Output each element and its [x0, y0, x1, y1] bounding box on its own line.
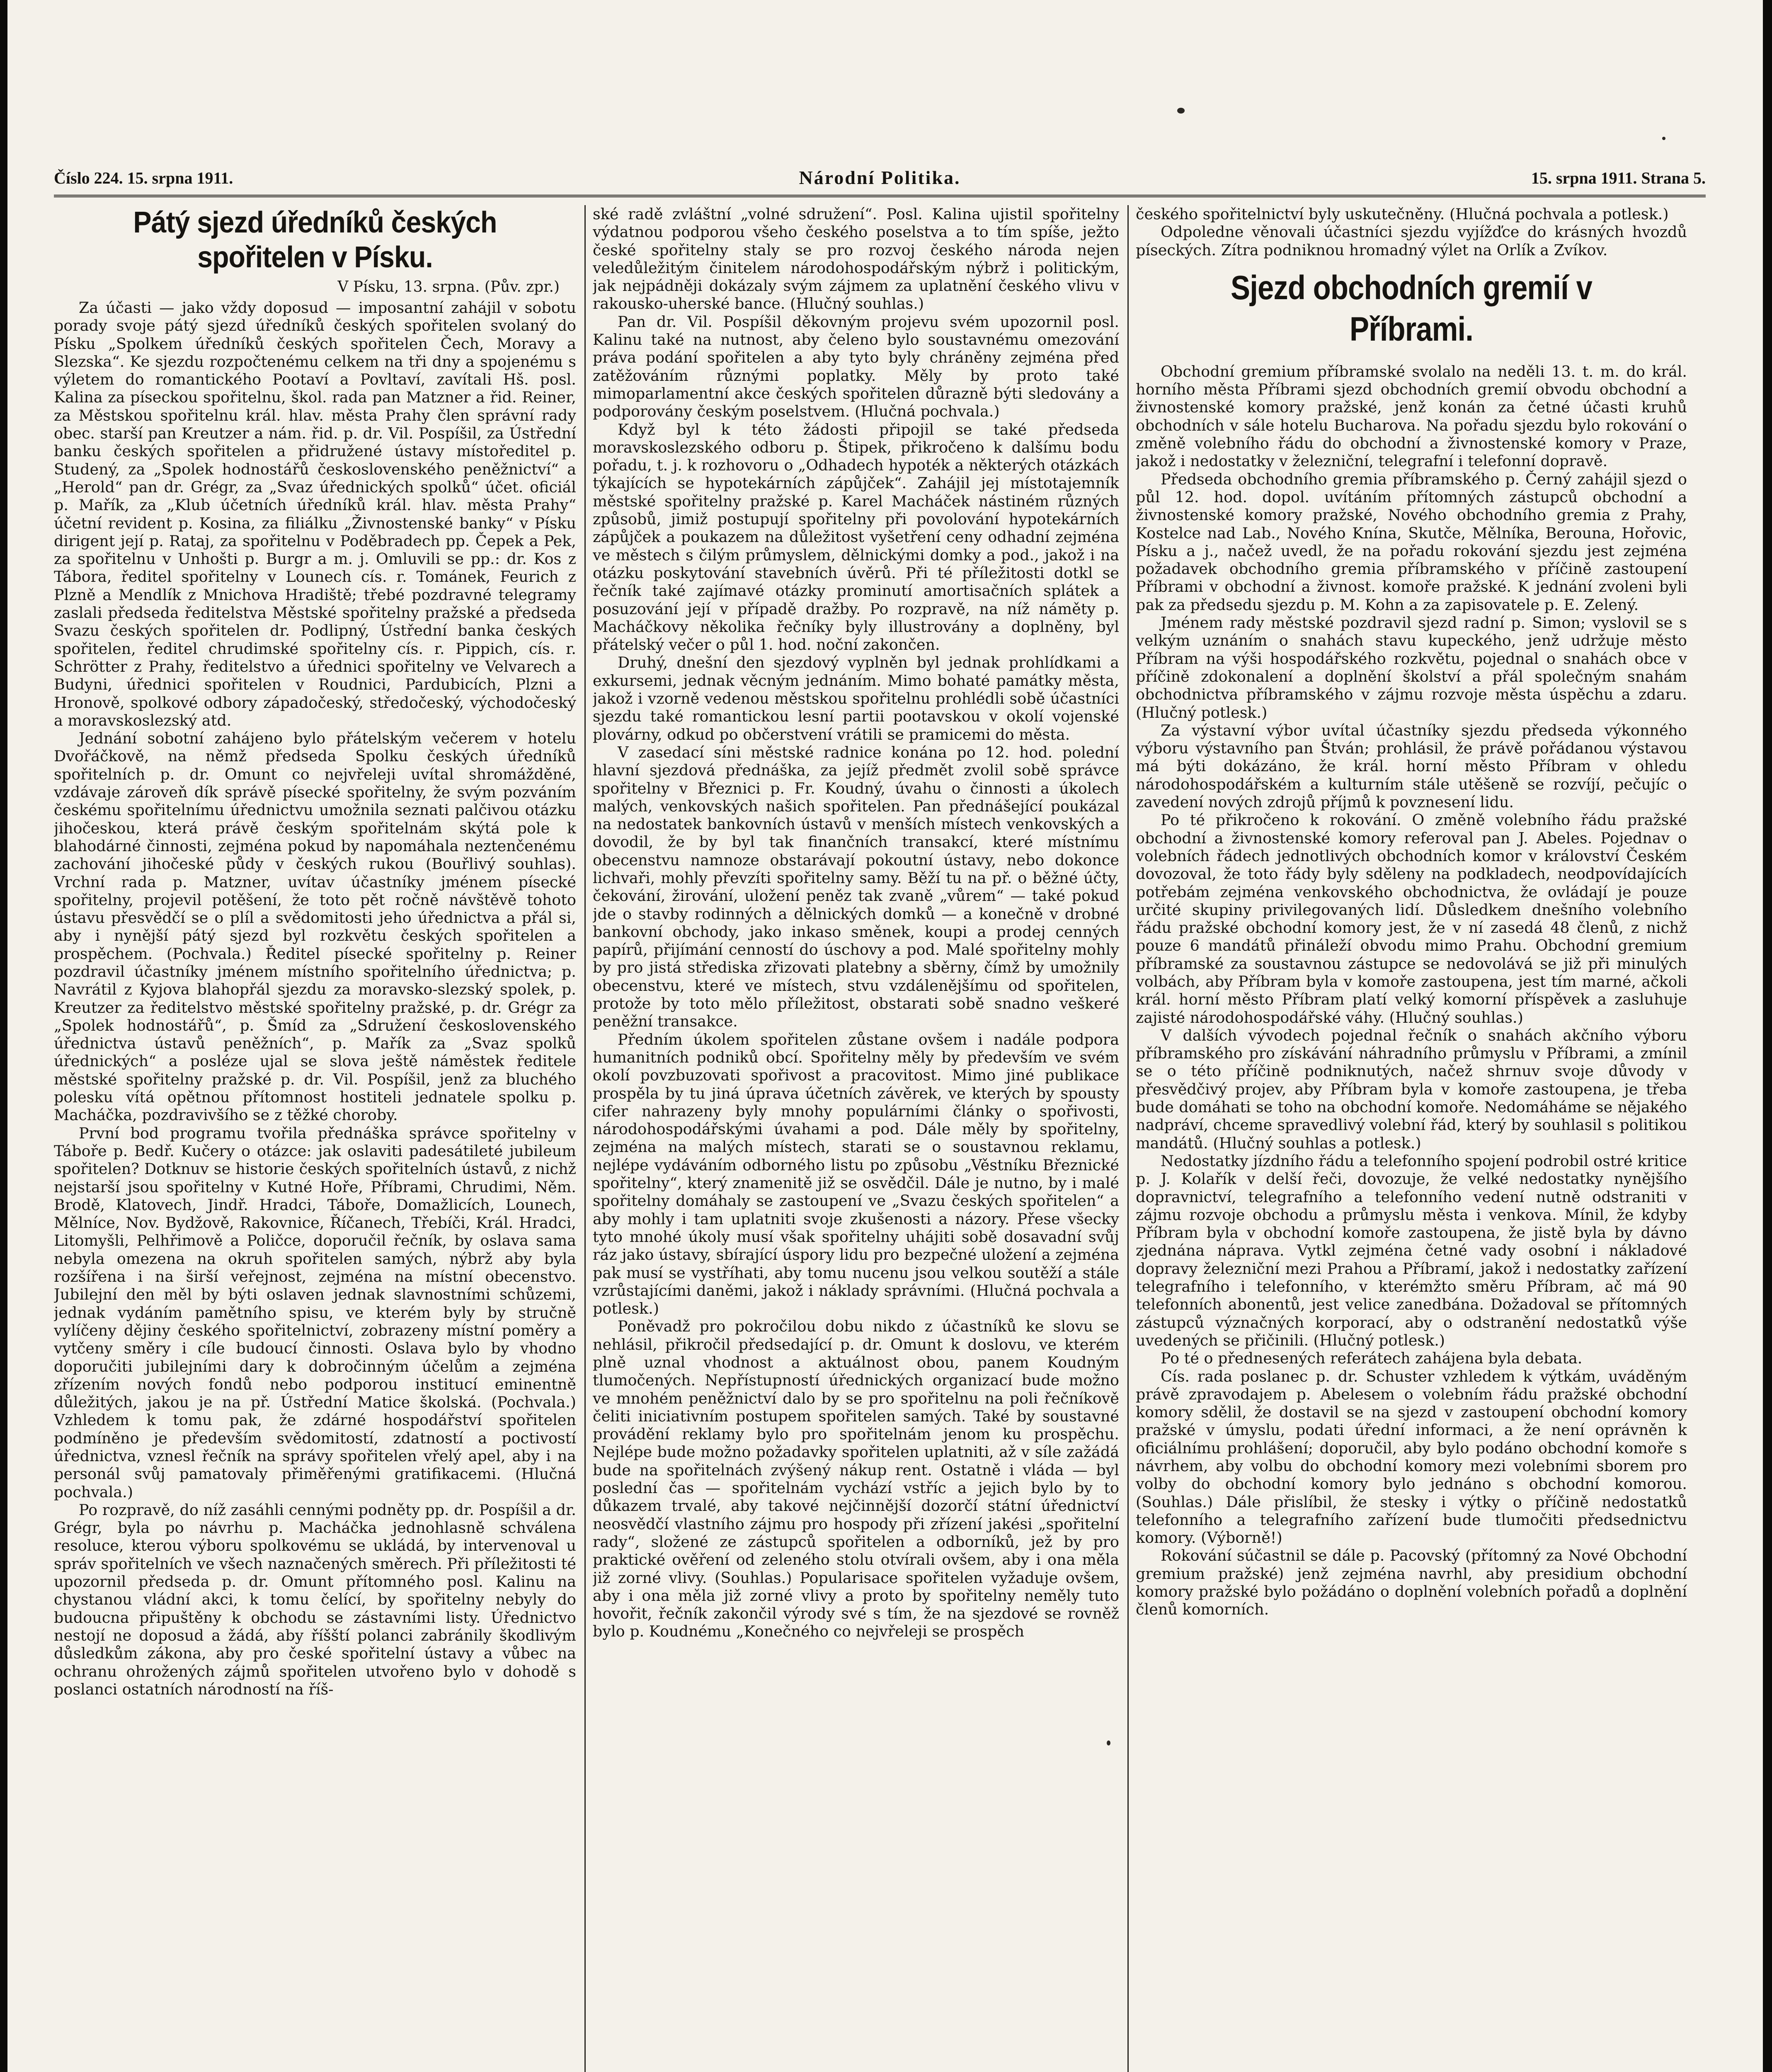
column-rule	[584, 205, 586, 2072]
column-rule	[1127, 205, 1129, 2072]
paragraph: Když byl k této žádosti připojil se také předseda moravskoslezského odboru p. Štipek, přikročeno k dalšímu bodu pořadu, t. j. k rozhovoru o „Odhadech hypoték a některých otázkách týkajících se hypotekárních zápůjček“. Zahájil jej místotajemník městské spořitelny pražské p. Karel Macháček nástiném různých způsobů, jimiž postupují spořitelny při povolování hypotekárních zápůjček a poukazem na důležitost vyšetření ceny odhadní zejména ve městech s čilým průmyslem, dělnickými domky a pod., jakož i na otázku poskytování stavebních úvěrů. Při té příležitosti dotkl se řečník také zajímavé otázky prominutí amortisačních splátek a posuzování její v případě dražby. Po rozpravě, na níž náměty p. Macháčkovy několika řečníky byly illustrovány a doplněny, byl přátelský večer o půl 1. hod. noční zakončen.	[593, 420, 1119, 654]
columns	[54, 205, 1706, 2072]
scan-speck	[1662, 137, 1665, 140]
article-headline: Pátý sjezd úředníků českých spořitelen v Písku.	[133, 206, 497, 274]
paragraph: Obchodní gremium příbramské svolalo na neděli 13. t. m. do král. horního města Příbrami sjezd obchodních gremií obvodu obchodní a živnostenské komory pražské, jenž konán za četné účasti kruhů obchodních v sále hotelu Bucharova. Na pořadu sjezdu bylo rokování o změně volebního řádu do obchodní a živnostenské komory v Praze, jakož i nedostatky v železniční, telegrafní i telefonní dopravě.	[1136, 362, 1687, 470]
paragraph: Po té přikročeno k rokování. O změně volebního řádu pražské obchodní a živnostenské komory referoval pan J. Abeles. Pojednav o volebních řádech jednotlivých obchodních komor v království Českém dovozoval, že toto řády byly sděleny na podkladech, neodpovídajících potřebám zejména venkovského obchodnictva, že ovládají je pouze určité skupiny privilegovaných lidí. Důsledkem dnešního volebního řádu pražské obchodní komory jest, že v ní zasedá 48 členů, z nichž pouze 6 mandátů přináleží obvodu mimo Prahu. Obchodní gremium příbramské za soustavnou zástupce se nedovolává se již při minulých volbách, aby Příbram byla v komoře zastoupena, jest tím marné, ačkoli král. horní město Příbram platí velký komorní příspěvek a zasluhuje zajisté národohospodářské váhy. (Hlučný souhlas.)	[1136, 811, 1687, 1026]
paragraph: Předseda obchodního gremia příbramského p. Černý zahájil sjezd o půl 12. hod. dopol. uvítáním přítomných zástupců obchodní a živnostenské komory pražské, Nového obchodního gremia z Prahy, Kostelce nad Lab., Nového Knína, Skutče, Mělníka, Berouna, Hořovic, Písku a j., načež uvedl, že na pořadu rokování sjezdu jest zejména požadavek obchodního gremia příbramského v příčině zastoupení Příbrami v obchodní a živnost. komoře pražské. K jednání zvoleni byli pak za předsedu sjezdu p. M. Kohn a za zapisovatele p. E. Zelený.	[1136, 470, 1687, 614]
paragraph: Poněvadž pro pokročilou dobu nikdo z účastníků ke slovu se nehlásil, přikročil předsedající p. dr. Omunt k doslovu, ve kterém plně uznal vhodnost a aktuálnost obou, panem Koudným tlumočených. Nepřístupností úřednických organizací bude možno ve mnohém peněžnictví dalo by se pro spořitelnu na poli řečníkově čeliti iniciativním postupem spořitelen samých. Také by soustavné provádění reklamy bylo pro spořitelnám jenom ku prospěchu. Nejlépe bude možno požadavky spořitelen uplatniti, až v síle zažádá bude na spořitelnách zvýšený nákup rent. Ostatně i vláda — byl poslední čas — spořitelnám vychází vstříc a jejich bylo by to důkazem trvalé, aby takové nejčinnější dozorčí státní úřednictví neosvědčí vlastního zájmu pro hospody při zřízení jakési „spořitelní rady“, složené ze zástupců spořitelen a odborníků, jež by pro praktické ověření od zeleného stolu otvírali ovšem, aby i ona měla již zorné vlivy. (Souhlas.) Popularisace spořitelen vyžaduje ovšem, aby i ona měla již zorné vlivy a proto by spořitelny neměly tuto hovořit, řečník zakončil výrody své s tím, že na sjezdové se rovněž bylo p. Koudnému „Konečného co nejvřeleji se prospěch	[593, 1317, 1119, 1641]
scan-border-left	[0, 0, 7, 2072]
scan-border-right	[1763, 0, 1772, 2072]
paragraph: českého spořitelnictví byly uskutečněny. (Hlučná pochvala a potlesk.)	[1136, 205, 1669, 223]
paragraph: ské radě zvláštní „volné sdružení“. Posl. Kalina ujistil spořitelny výdatnou podporou všeho českého poselstva a to tím spíše, ježto české spořitelny staly se pro rozvoj českého národa nejen veledůležitým činitelem národohospodářským nýbrž i politickým, jak nejpádněji dokázaly svým zájmem za uplatnění českého vlivu v rakousko-uherské bance. (Hlučný souhlas.)	[593, 205, 1119, 313]
paragraph: Předním úkolem spořitelen zůstane ovšem i nadále podpora humanitních podniků obcí. Spořitelny měly by především ve svém okolí povzbuzovati spořivost a pracovitost. Mimo jiné publikace prospěla by tu jiná úprava účetních závěrek, ve kterých by spousty cifer nahrazeny byly mnohy populárními články o spořivosti, národohospodářskými úvahami a pod. Dále měly by spořitelny, zejména na malých místech, starati se o soustavnou reklamu, nejlépe vydáváním odborného listu po způsobu „Věstníku Březnické spořitelny“, který znamenitě již se osvědčil. Dále je nutno, by i malé spořitelny domáhaly se zastoupení ve „Svazu českých spořitelen“ a aby mohly i tam uplatniti svoje zkušenosti a názory. Přese všecky tyto mnohé úkoly musí však spořitelny uhájiti sobě dosavadní svůj ráz jako ústavy, sbírající úspory lidu pro bezpečné uložení a zejména pak musí se vystříhati, aby tomu nucenu jsou velkou soutěží a stále vzrůstajícími daněmi, jakož i náklady správními. (Hlučná pochvala a potlesk.)	[593, 1030, 1119, 1318]
newspaper-page	[54, 166, 1706, 2072]
column-1	[54, 205, 576, 2072]
article-dateline: V Písku, 13. srpna. (Pův. zpr.)	[337, 278, 560, 295]
column-3	[1136, 205, 1687, 2072]
paragraph: Nedostatky jízdního řádu a telefonního spojení podrobil ostré kritice p. J. Kolařík v delší řeči, dovozuje, že velké nedostatky nynějšího dopravnictví, telegrafního a telefonního vedení nutně odstraniti v zájmu rozvoje obchodu a průmyslu města i venkova. Mínil, že kdyby Příbram byla v obchodní komoře zastoupena, že jistě byla by dávno zjednána náprava. Vytkl zejména četné vady osobní i nákladové dopravy železniční mezi Prahou a Příbramí, jakož i nedostatky zařízení telegrafního i telefonního, v kterémžto směru Příbram, ač má 90 telefonních abonentů, jest velice zanedbána. Dožadoval se přítomných zástupců význačných korporací, aby o odstranění nedostatků výše uvedených se přičinili. (Hlučný potlesk.)	[1136, 1152, 1687, 1349]
article-body	[54, 299, 576, 1698]
paragraph: Za výstavní výbor uvítal účastníky sjezdu předseda výkonného výboru výstavního pan Štván; prohlásil, že právě pořádanou výstavou má býti dokázáno, že král. horní město Příbram v ohledu národohospodářském a kulturním stále utěšeně se rozvíjí, pečujíc o zavedení nových zdrojů příjmů k povznesení lidu.	[1136, 721, 1687, 811]
issue-number: Číslo 224. 15. srpna 1911.	[54, 169, 233, 187]
newspaper-title: Národní Politika.	[799, 167, 961, 188]
paragraph: Druhý, dnešní den sjezdový vyplněn byl jednak prohlídkami a exkursemi, jednak věcným jednáním. Mimo bohaté památky města, jakož i vzorně vedenou městskou spořitelnu prohlédli sobě účastníci sjezdu také romantickou lesní partii pootavskou v okolí vojenské plovárny, odkud po občerstvení vrátili se pramicemi do města.	[593, 654, 1119, 743]
paragraph: V zasedací síni městské radnice konána po 12. hod. polední hlavní sjezdová přednáška, za jejíž předmět zvolil sobě správce spořitelny v Březnici p. Fr. Koudný, úvahu o činnosti a úkolech malých, venkovských našich spořitelen. Pan přednášející poukázal na nedostatek bankovních ústavů v menších místech venkovských a dovodil, že by byl tak finančních transakcí, které místnímu obecenstvu namnoze obstarávají pokoutní ústavy, nebo dokonce lichvaři, mohly převzíti spořitelny samy. Běží tu na př. o běžné účty, čekování, žirování, uložení peněz tak zvaně „vůrem“ — také pokud jde o stavby rodinných a dělnických domků — a konečně v drobné bankovní obchody, jako inkaso směnek, koupi a prodej cenných papírů, přijímání cenností do úschovy a pod. Malé spořitelny mohly by pro jistá střediska zřizovati platebny a sběrny, čímž by umožnily obecenstvu, které ve místech, stvu vzdálenějšímu od spořitelen, protože by toto mělo příležitost, obstarati sobě snadno veškeré peněžní transakce.	[593, 743, 1119, 1031]
page-date-number: 15. srpna 1911. Strana 5.	[1531, 169, 1706, 187]
scan-speck	[1177, 108, 1185, 114]
paragraph: Jménem rady městské pozdravil sjezd radní p. Simon; vyslovil se s velkým uznáním o snahách stavu kupeckého, jenž udržuje město Příbram na výši hospodářského rozkvětu, pojednal o snahách obce v příčině zdokonalení a doplnění školství a přál společným snahám obchodnictva příbramského v zájmu rozvoje města úspěchu a zdaru. (Hlučný potlesk.)	[1136, 614, 1687, 721]
article-body-end	[1136, 205, 1687, 259]
paragraph: Po rozpravě, do níž zasáhli cennými podněty pp. dr. Pospíšil a dr. Grégr, byla po návrhu p. Macháčka jednohlasně schválena resoluce, kterou výboru spolkovému se ukládá, by intervenoval u správ spořitelních ve všech naznačených směrech. Při příležitosti té upozornil předseda p. dr. Omunt přítomného posl. Kalinu na chystanou vládní akci, k tomu čelící, by spořitelny nebyly do budoucna připuštěny k obchodu se zástavními listy. Úřednictvo nestojí ne doposud a žádá, aby říšští polanci zabránily škodlivým důsledkům zákona, aby pro české spořitelní ústavy a vůbec na ochranu ohrožených zájmů spořitelen utvořeno bylo v dohodě s poslanci ostatních národností na říš-	[54, 1501, 576, 1698]
paragraph: První bod programu tvořila přednáška správce spořitelny v Táboře p. Bedř. Kučery o otázce: jak oslaviti padesátileté jubileum spořitelen? Dotknuv se historie českých spořitelních ústavů, z nichž nejstarší jsou spořitelny v Kutné Hoře, Příbrami, Chrudimi, Něm. Brodě, Klatovech, Jindř. Hradci, Táboře, Domažlicích, Lounech, Mělníce, Nov. Bydžově, Rakovnice, Říčanech, Třebíči, Král. Hradci, Litomyšli, Pelhřimově a Poličce, doporučil řečník, by oslava sama nebyla omezena na okruh spořitelen samých, nýbrž aby byla rozšířena i na širší veřejnost, zejména na místní obecenstvo. Jubilejní den měl by býti oslaven jednak slavnostními schůzemi, jednak vydáním pamětního spisu, ve kterém byly by stručně vylíčeny dějiny českého spořitelnictví, zobrazeny místní poměry a vytčeny směry i cíle budoucí činnosti. Oslava bylo by vhodno doporučiti jubilejními dary k dobročinným účelům a zejména zřízením nových fondů nebo podporou institucí eminentně důležitých, jakou je na př. Ústřední Matice školská. (Pochvala.) Vzhledem k tomu pak, že zdárné hospodářství spořitelen podmíněno je především svědomitostí, zdatností a poctivostí úřednictva, vznesl řečník na správy spořitelen vřelý apel, aby i na personál svůj pamatovaly přiměřenými gratifikacemi. (Hlučná pochvala.)	[54, 1124, 576, 1501]
paragraph: Rokování súčastnil se dále p. Pacovský (přítomný za Nové Obchodní gremium pražské) jenž zejména navrhl, aby presidium obchodní komory pražské bylo požádáno o doplnění volebních pořadů a doplnění členů komorních.	[1136, 1547, 1687, 1619]
paragraph: Jednání sobotní zahájeno bylo přátelským večerem v hotelu Dvořáčkově, na němž předseda Spolku českých úředníků spořitelních p. dr. Omunt co nejvřeleji uvítal shromážděné, vzdávaje zároveň dík správě písecké spořitelny, že svým pozváním českému spořitelnímu úřednictvu umožnila seznati palčivou otázku jihočeskou, která právě českým spořitelnám skýtá pole k blahodárné činnosti, zejména pokud by napomáhala neztenčenému zachování jihočeské půdy v českých rukou (Bouřlivý souhlas). Vrchní rada p. Matzner, uvítav účastníky jménem písecké spořitelny, projevil potěšení, že toto pět ročně návštěvě tohoto ústavu přesvědčí se o plíl a svědomitosti jeho úřednictva a přál si, aby i nynější pátý sjezd byl rozkvětu českých spořitelen a prospěchem. (Pochvala.) Ředitel písecké spořitelny p. Reiner pozdravil účastníky jménem místního spořitelního úřednictva; p. Navrátil z Kyjova blahopřál sjezdu za moravsko-slezský spolek, p. Kreutzer za ředitelstvo městské spořitelny pražské, p. dr. Grégr za „Spolek hodnostářů“, p. Šmíd za „Sdružení československého úřednictva ústavů peněžních“, p. Mařík za „Svaz spolků úřednických“ a posléze ujal se slova ještě náměstek ředitele městské spořitelny pražské p. dr. Vil. Pospíšil, jenž za bluchého polesku vítá opětnou přítomnost hostiteli jednatele spolku p. Macháčka, pozdravivšího se z těžké choroby.	[54, 729, 576, 1124]
article-body-continued	[593, 205, 1119, 1641]
paragraph: Pan dr. Vil. Pospíšil děkovným projevu svém upozornil posl. Kalinu také na nutnost, aby čeleno bylo soustavnému omezování práva podání spořitelen a aby tyto byly chráněny zejména před zatěžováním různými poplatky. Měly by proto také mimoparlamentní akce českých spořitelen důrazně býti sledovány a podporovány českým poselstvem. (Hlučná pochvala.)	[593, 312, 1119, 421]
paragraph: V dalších vývodech pojednal řečník o snahách akčního výboru příbramského pro získávání náhradního průmyslu v Příbrami, a zmínil se o této příčině podniknutých, načež shrnuv svoje důvody v přesvědčivý projev, aby Příbram byla v komoře zastoupena, je třeba bude domáhati se toho na obchodní komoře. Nedomáháme se nějakého nadpráví, chceme spravedlivý volební řád, který by souhlasil s politikou mandátů. (Hlučný souhlas a potlesk.)	[1136, 1026, 1687, 1152]
masthead	[54, 166, 1706, 197]
paragraph: Za účasti — jako vždy doposud — imposantní zahájil v sobotu porady svoje pátý sjezd úředníků českých spořitelen svolaný do Písku „Spolkem úředníků českých spořitelen Čech, Moravy a Slezska“. Ke sjezdu rozpočtenému celkem na tři dny a spojenému s výletem do romantického Pootaví a Povltaví, zavítali Hš. posl. Kalina za píseckou spořitelnu, škol. rada pan Matzner a řid. Reiner, za Městskou spořitelnu král. hlav. města Prahy člen správní rady obec. starší pan Kreutzer a nám. řid. p. dr. Vil. Pospíšil, za Ústřední banku českých spořitelen a přidružené ústavy místoředitel p. Studený, za „Spolek hodnostářů československého peněžnictví“ a „Herold“ pan dr. Grégr, za „Svaz úřednických spolků“ účet. oficiál p. Mařík, za „Klub účetních úředníků král. hlav. města Prahy“ účetní revident p. Kosina, za filiálku „Živnostenské banky“ v Písku dirigent její p. Rataj, za spořitelnu v Poděbradech pp. Čepek a Pek, za spořitelnu v Unhošti p. Burgr a m. j. Omluvili se pp.: dr. Kos z Tábora, ředitel spořitelny v Lounech cís. r. Tománek, Feurich z Plzně a Mendlík z Mnichova Hradiště; třebé pozdravné telegramy zaslali předseda ředitelstva Městské spořitelny pražské a předseda Svazu českých spořitelen dr. Podlipný, Ústřední banka českých spořitelen, ředitel chrudimské spořitelny cís. r. Pippich, cís. r. Schrötter z Prahy, ředitelstvo a úřednici spořitelny ve Velvarech a Budyni, úřednici spořitelen v Roudnici, Pardubicích, Plzni a Hronově, spolkové odbory západočeský, středočeský, východočeský a moravskoslezský atd.	[54, 299, 576, 729]
paragraph: Cís. rada poslanec p. dr. Schuster vzhledem k výtkám, uváděným právě zpravodajem p. Abelesem o volebním řádu pražské obchodní komory sdělil, že dostavil se na sjezd v zastoupení obchodní komory pražské v úmyslu, podati úřední informaci, a že není oprávněn k oficiálnímu prohlášení; doporučil, aby bylo podáno obchodní komoře s návrhem, aby volbu do obchodní komory mezi volebními sborem pro volby do obchodní komory bylo jednáno s obchodní komorou. (Souhlas.) Dále přislíbil, že stesky i výtky o příčině nedostatků telefonního a telegrafního zařízení bude tlumočiti předsednictvu komory. (Výborně!)	[1136, 1367, 1687, 1547]
column-2	[593, 205, 1119, 2072]
paragraph: Odpoledne věnovali účastníci sjezdu vyjížďce do krásných hvozdů píseckých. Zítra podniknou hromadný výlet na Orlík a Zvíkov.	[1136, 223, 1687, 259]
paragraph: Po té o přednesených referátech zahájena byla debata.	[1161, 1349, 1583, 1368]
article-body	[1136, 363, 1687, 1619]
article-headline: Sjezd obchodních gremií v Příbrami.	[1231, 269, 1592, 348]
